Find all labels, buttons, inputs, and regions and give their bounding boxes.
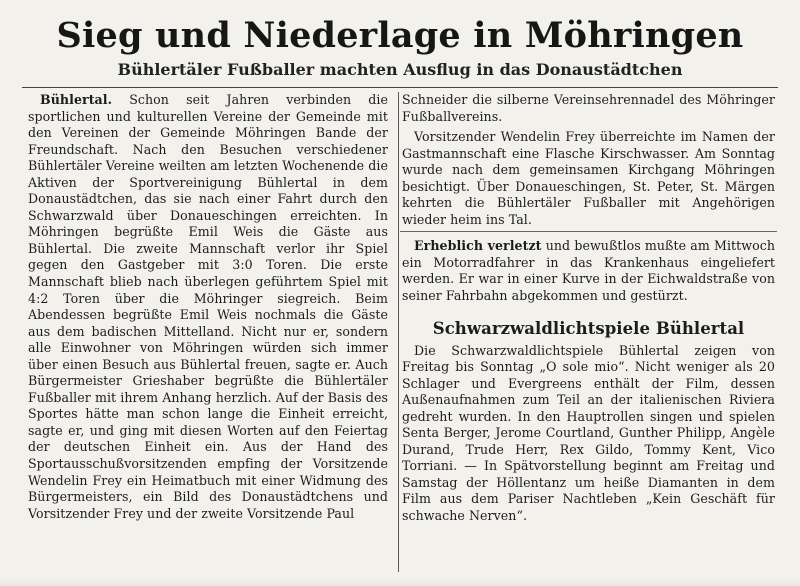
article-paragraph-left: [28, 92, 388, 522]
headline: Sieg und Niederlage in Möhringen: [56, 15, 744, 56]
section-rule: [400, 231, 777, 232]
article-paragraph-continued: Schneider die silberne Vereinsehrennadel des Möhringer Fußballvereins.: [402, 92, 775, 124]
subheadline: Bühlertäler Fußballer machten Ausflug in das Donaustädtchen: [117, 60, 683, 79]
article-body-left: Schon seit Jahren verbinden die sportlichen und kulturellen Vereine der Gemeinde mit den Vereinen der Gemeinde Möhringen Bande der Freundschaft. Nach den Besuchen verschiedener Bühlertäler Vereine weilten am letzten Wochenende die Aktiven der Sportvereinigung Bühlertal in dem Donaustädtchen, das sie nach einer Fahrt durch den Schwarzwald über Donaueschingen erreichten. In Möhringen begrüßte Emil Weis die Gäste aus Bühlertal. Die zweite Mannschaft verlor ihr Spiel gegen den Gastgeber mit 3:0 Toren. Die erste Mannschaft blieb nach überlegen geführtem Spiel mit 4:2 Toren über die Möhringer siegreich. Beim Abendessen begrüßte Emil Weis nochmals die Gäste aus dem badischen Mittelland. Nicht nur er, sondern alle Einwohner von Möhringen würden sich immer über einen Besuch aus Bühlertal freuen, sagte er. Auch Bürgermeister Grieshaber begrüßte die Bühlertäler Fußballer mit ihrem Anhang herzlich. Auf der Basis des Sportes hätte man schon lange die Einheit erreicht, sagte er, und ging mit diesen Worten auf den Feiertag der deutschen Einheit ein. Aus der Hand des Sportausschußvorsitzenden empfing der Vorsitzende Wendelin Frey ein Heimatbuch mit einer Widmung des Bürgermeisters, ein Bild des Donaustädtchens und Vorsitzender Frey und der zweite Vorsitzende Paul: [28, 92, 388, 521]
cinema-body: Die Schwarzwaldlichtspiele Bühlertal zeigen von Freitag bis Sonntag „O sole mio“. Nicht weniger als 20 Schlager und Evergreens enthält der Film, dessen Außenaufnahmen zum Teil an der italienischen Riviera gedreht wurden. In den Hauptrollen singen und spielen Senta Berger, Jerome Courtland, Gunther Philipp, Angèle Durand, Trude Herr, Rex Gildo, Tommy Kent, Vico Torriani. — In Spätvorstellung beginnt am Freitag und Samstag der Höllentanz um heiße Diamanten in dem Film aus dem Pariser Nachtleben „Kein Geschäft für schwache Nerven“.: [402, 342, 775, 524]
notice-lead: Erheblich verletzt: [414, 238, 542, 254]
article-paragraph-gift: Vorsitzender Wendelin Frey überreichte im Namen der Gastmannschaft eine Flasche Kirschwasser. Am Sonntag wurde nach dem gemeinsamen Kirchgang Möhringen besichtigt. Über Donaueschingen, St. Peter, St. Märgen kehrten die Bühlertäler Fußballer mit Angehörigen wieder heim ins Tal.: [402, 129, 775, 227]
notice-body: und bewußtlos mußte am Mittwoch ein Motorradfahrer in das Krankenhaus eingeliefert werden. Er war in einer Kurve in der Eichwaldstraße von seiner Fahrbahn abgekommen und gestürzt.: [402, 238, 775, 304]
dateline: Bühlertal.: [40, 92, 113, 107]
top-rule: [22, 87, 778, 88]
notice-paragraph: [402, 238, 775, 304]
page-edge: [0, 578, 800, 586]
cinema-title: Schwarzwaldlichtspiele Bühlertal: [432, 318, 745, 338]
right-column: [402, 92, 775, 525]
left-column: [28, 92, 388, 522]
column-divider: [398, 92, 399, 572]
